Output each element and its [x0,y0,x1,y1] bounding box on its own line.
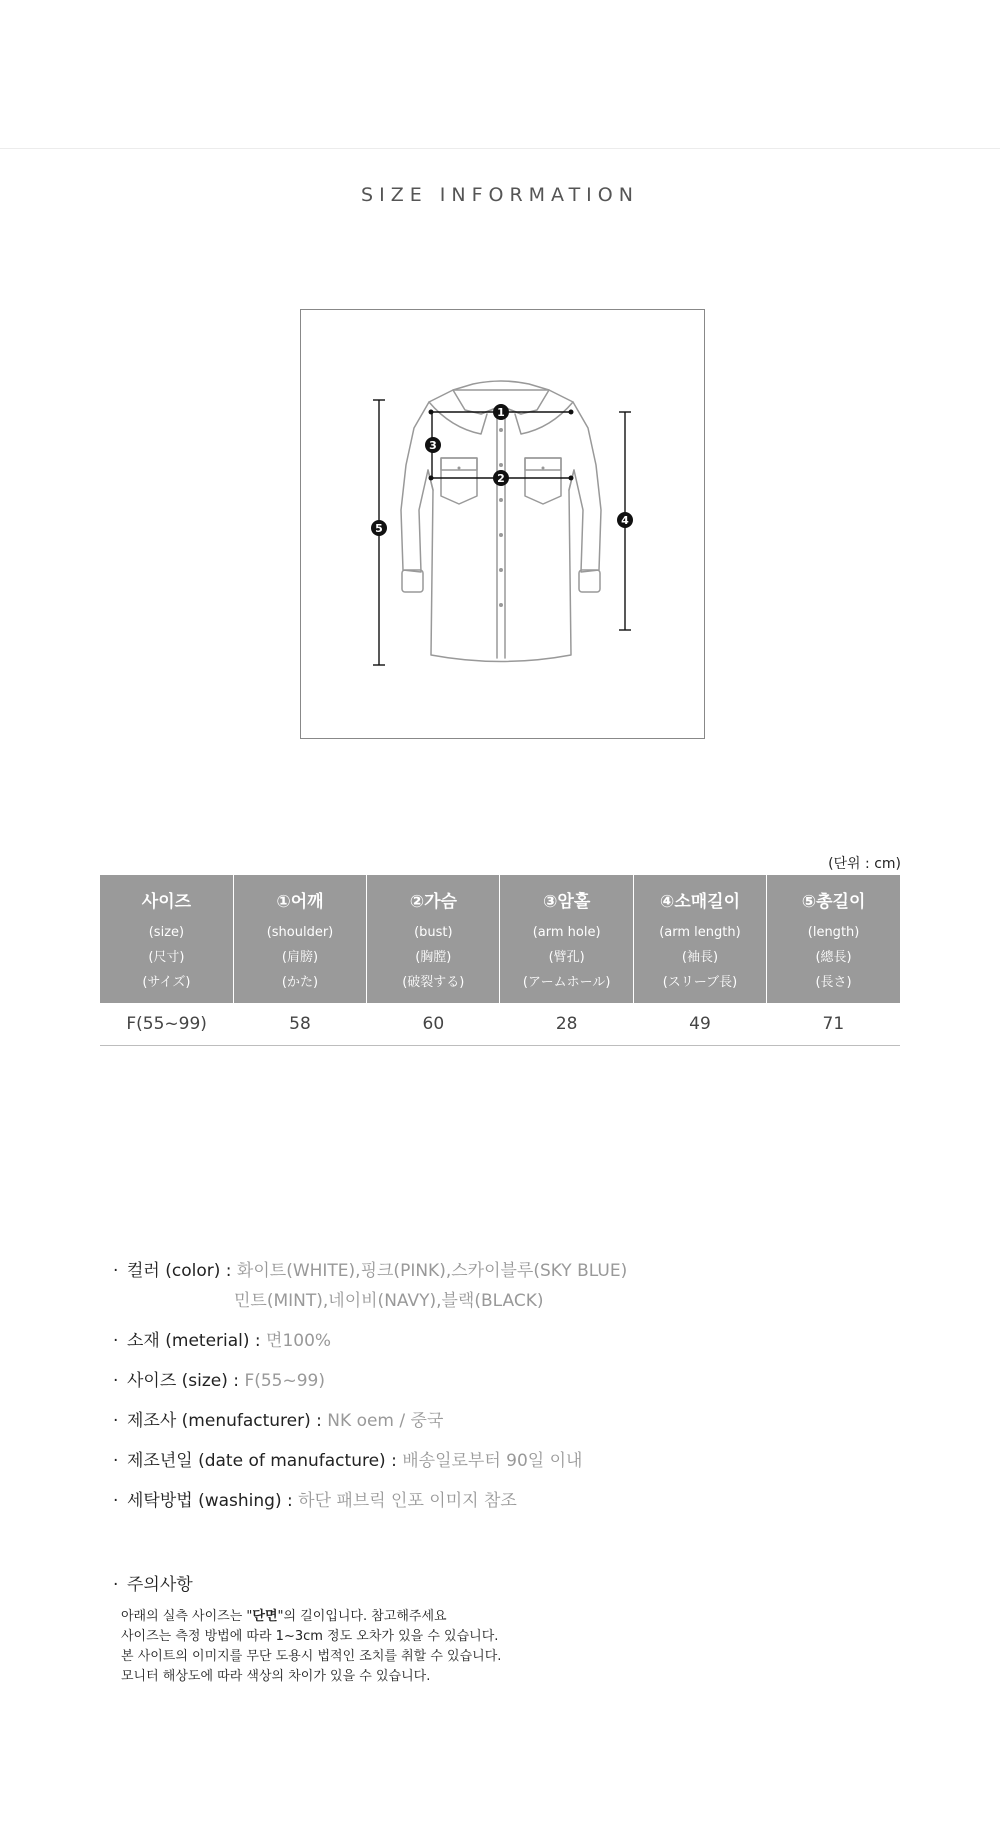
product-spec-list [113,1256,627,1526]
measure-markers [371,404,633,536]
spec-label: 제조년일 (date of manufacture) : [127,1451,397,1471]
marker-3-label: 3 [429,439,437,452]
header-main: 사이즈 [141,892,192,912]
header-zh: (胸膛) [415,950,452,965]
header-main: ②가슴 [409,892,457,912]
header-en: (shoulder) [266,925,334,940]
spec-label: 컬러 (color) : [127,1261,232,1281]
spec-value: 화이트(WHITE),핑크(PINK),스카이블루(SKY BLUE) [236,1261,628,1281]
shirt-illustration [301,310,704,738]
table-cell-armhole: 28 [500,1003,633,1046]
spec-manufacturer [113,1406,627,1446]
table-cell-size: F(55~99) [100,1003,233,1046]
spec-material [113,1326,627,1366]
header-ja: (長さ) [815,975,852,990]
header-en: (size) [148,925,185,940]
table-row [100,1003,900,1046]
spec-size [113,1366,627,1406]
spec-washing [113,1486,627,1526]
notice-text [113,1607,501,1687]
notice-line-2: 사이즈는 측정 방법에 따라 1~3cm 정도 오차가 있을 수 있습니다. [121,1629,499,1644]
table-cell-length: 71 [767,1003,900,1046]
header-zh: (肩膀) [281,950,319,965]
spec-value: F(55~99) [244,1371,325,1391]
spec-value-line2: 민트(MINT),네이비(NAVY),블랙(BLACK) [234,1291,544,1311]
size-table-header [100,875,900,1003]
header-ja: (破裂する) [402,975,465,990]
spec-label: 소재 (meterial) : [127,1331,261,1351]
unit-label: (단위 : cm) [828,856,901,872]
bullet: · [113,1411,119,1431]
table-cell-shoulder: 58 [233,1003,366,1046]
spec-color [113,1256,627,1326]
header-main: ④소매길이 [659,892,741,912]
header-zh: (尺寸) [148,950,185,965]
header-ja: (サイズ) [142,975,191,990]
table-cell-bust: 60 [367,1003,500,1046]
header-zh: (臂孔) [548,950,585,965]
notice-line-1: 아래의 실측 사이즈는 "단면"의 길이입니다. 참고해주세요 [121,1609,447,1624]
header-zh: (袖長) [681,950,719,965]
header-main: ③암홀 [543,892,591,912]
spec-value: 면100% [266,1331,332,1351]
header-shoulder [233,875,366,1003]
spec-value: 하단 패브릭 인포 이미지 참조 [298,1491,517,1511]
shirt-diagram [300,309,705,739]
bullet: · [113,1371,119,1391]
marker-5-label: 5 [375,522,383,535]
marker-4-label: 4 [621,514,629,527]
bullet: · [113,1261,119,1281]
header-en: (arm length) [659,925,741,940]
spec-label: 제조사 (menufacturer) : [127,1411,322,1431]
header-ja: (かた) [281,975,319,990]
header-en: (arm hole) [532,925,601,940]
header-main: ⑤총길이 [801,892,866,912]
notice-line-4: 모니터 해상도에 따라 색상의 차이가 있을 수 있습니다. [121,1669,431,1684]
bullet: · [113,1451,119,1471]
header-en: (length) [807,925,860,940]
notice-title: 주의사항 [127,1575,193,1595]
header-zh: (總長) [815,950,852,965]
header-arm-length [633,875,766,1003]
bullet: · [113,1575,119,1595]
notice-heading [113,1570,501,1595]
header-armhole [500,875,633,1003]
header-length [767,875,900,1003]
header-ja: (アームホール) [522,975,611,990]
notice-line-3: 본 사이트의 이미지를 무단 도용시 법적인 조치를 취할 수 있습니다. [121,1649,502,1664]
spec-value: 배송일로부터 90일 이내 [402,1451,583,1471]
header-main: ①어깨 [276,892,324,912]
notice-section [113,1570,501,1687]
spec-date [113,1446,627,1486]
spec-label: 사이즈 (size) : [127,1371,240,1391]
spec-label: 세탁방법 (washing) : [127,1491,293,1511]
header-en: (bust) [414,925,453,940]
spec-value: NK oem / 중국 [327,1411,444,1431]
marker-2-label: 2 [497,472,505,485]
table-cell-arm-length: 49 [633,1003,766,1046]
size-table [100,875,900,1046]
bullet: · [113,1491,119,1511]
marker-1-label: 1 [497,406,505,419]
top-divider [0,148,1000,149]
page-title: SIZE INFORMATION [361,184,639,206]
header-ja: (スリーブ長) [662,975,738,990]
header-size [100,875,233,1003]
notice-emphasis: 단면 [252,1609,278,1624]
header-bust [367,875,500,1003]
bullet: · [113,1331,119,1351]
